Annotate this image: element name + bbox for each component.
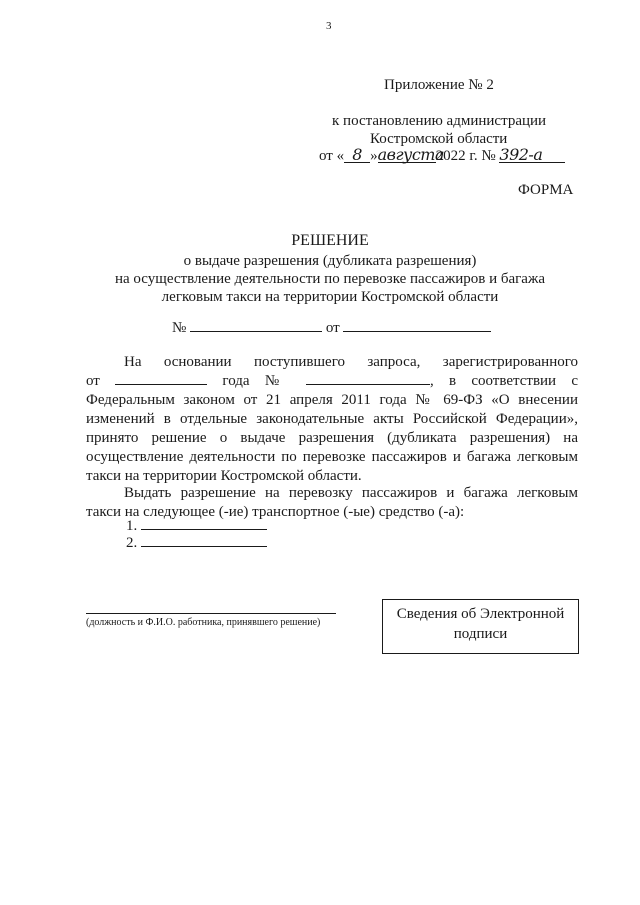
- decision-number-line: [172, 320, 491, 337]
- paragraph-1-line-6: осуществление деятельности по перевозке пассажиров и багажа легковым: [86, 449, 578, 465]
- date-mid: »: [370, 148, 378, 164]
- decree-date-line: [319, 145, 565, 165]
- paragraph-1-line-2: [86, 372, 578, 391]
- year-number-word: года №: [222, 373, 291, 389]
- form-label: ФОРМА: [518, 182, 574, 198]
- signature-caption: (должность и Ф.И.О. работника, принявшего решение): [86, 617, 321, 628]
- paragraph-2-line-1: Выдать разрешение на перевозку пассажиров и багажа легковым: [124, 485, 578, 501]
- request-number-blank: [306, 373, 430, 385]
- decree-line-2: Костромской области: [370, 131, 508, 147]
- date-day-handwritten: 8: [344, 148, 370, 163]
- from-date-blank: [343, 320, 491, 332]
- title-line-1: о выдаче разрешения (дубликата разрешения): [183, 253, 477, 269]
- electronic-signature-box: Сведения об Электронной подписи: [382, 599, 579, 654]
- vehicle-list-item-1: [126, 518, 267, 535]
- request-date-blank: [115, 373, 207, 385]
- title-line-3: легковым такси на территории Костромской области: [161, 289, 499, 305]
- vehicle-2-blank: [141, 535, 267, 547]
- paragraph-1-line-7: такси на территории Костромской области.: [86, 468, 362, 484]
- list-item-number: 2.: [126, 535, 138, 551]
- from-word: от: [86, 373, 100, 389]
- date-month-handwritten: августа: [377, 145, 444, 164]
- date-prefix: от «: [319, 148, 345, 164]
- list-item-number: 1.: [126, 518, 138, 534]
- number-blank: [190, 320, 322, 332]
- signature-line: [86, 613, 336, 614]
- paragraph-2-line-2: такси на следующее (-ие) транспортное (-ые) средство (-а):: [86, 504, 465, 520]
- paragraph-1-line-3: Федеральным законом от 21 апреля 2011 года № 69-ФЗ «О внесении: [86, 392, 578, 408]
- page-number: 3: [326, 20, 332, 32]
- decree-line-1: к постановлению администрации: [332, 113, 547, 129]
- title-line-2: на осуществление деятельности по перевозке пассажиров и багажа: [115, 271, 545, 287]
- decree-number-handwritten: 392-а: [499, 148, 565, 163]
- vehicle-list-item-2: [126, 535, 267, 552]
- paragraph-1-line-5: принято решение о выдаче разрешения (дубликата разрешения) на: [86, 430, 578, 446]
- number-label: №: [172, 320, 187, 336]
- date-year: 2022 г. №: [435, 148, 496, 164]
- from-label: от: [325, 320, 340, 336]
- appendix-label: Приложение № 2: [384, 77, 494, 93]
- paragraph-1-line-1: На основании поступившего запроса, зарегистрированного: [124, 354, 578, 370]
- document-title: РЕШЕНИЕ: [291, 232, 369, 249]
- vehicle-1-blank: [141, 518, 267, 530]
- paragraph-1-line-4: изменений в отдельные законодательные акты Российской Федерации»,: [86, 411, 578, 427]
- accordance-text: , в соответствии с: [429, 373, 579, 389]
